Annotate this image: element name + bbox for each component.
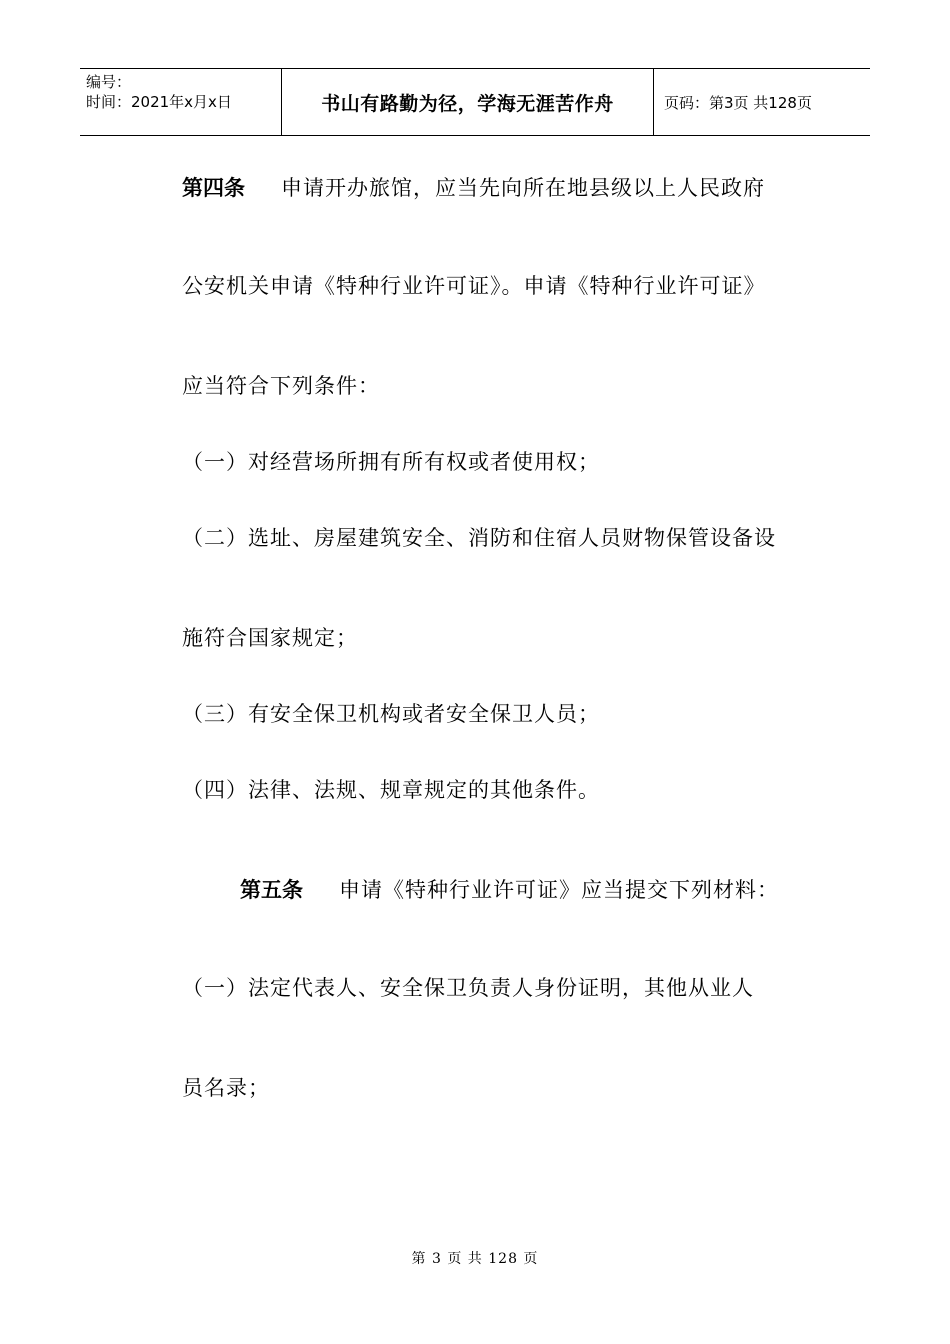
page-header bbox=[80, 68, 870, 136]
condition-1: （一）对经营场所拥有所有权或者使用权； bbox=[182, 450, 600, 474]
condition-3: （三）有安全保卫机构或者安全保卫人员； bbox=[182, 702, 600, 726]
header-meta bbox=[80, 69, 282, 135]
article-5-label: 第五条 bbox=[240, 878, 303, 902]
page-footer: 第 3 页 共 128 页 bbox=[411, 1251, 539, 1267]
article-5-line-1 bbox=[240, 874, 779, 904]
article-5-text-1: 申请《特种行业许可证》应当提交下列材料： bbox=[339, 878, 779, 902]
material-1-line-1: （一）法定代表人、安全保卫负责人身份证明，其他从业人 bbox=[182, 976, 754, 1000]
article-4-line-1 bbox=[182, 172, 765, 202]
condition-2-line-2: 施符合国家规定； bbox=[182, 626, 358, 650]
condition-2-line-1: （二）选址、房屋建筑安全、消防和住宿人员财物保管设备设 bbox=[182, 526, 776, 550]
article-4-text-1: 申请开办旅馆，应当先向所在地县级以上人民政府 bbox=[281, 176, 765, 200]
condition-4: （四）法律、法规、规章规定的其他条件。 bbox=[182, 778, 600, 802]
header-number: 编号： bbox=[86, 73, 132, 91]
article-4-line-2: 公安机关申请《特种行业许可证》。申请《特种行业许可证》 bbox=[182, 274, 766, 298]
header-time: 时间：2021年x月x日 bbox=[86, 93, 232, 111]
header-motto: 书山有路勤为径，学海无涯苦作舟 bbox=[282, 69, 654, 135]
article-4-line-3: 应当符合下列条件： bbox=[182, 374, 380, 398]
material-1-line-2: 员名录； bbox=[182, 1076, 270, 1100]
header-page-info: 页码：第3页 共128页 bbox=[664, 93, 812, 112]
article-4-label: 第四条 bbox=[182, 176, 245, 200]
